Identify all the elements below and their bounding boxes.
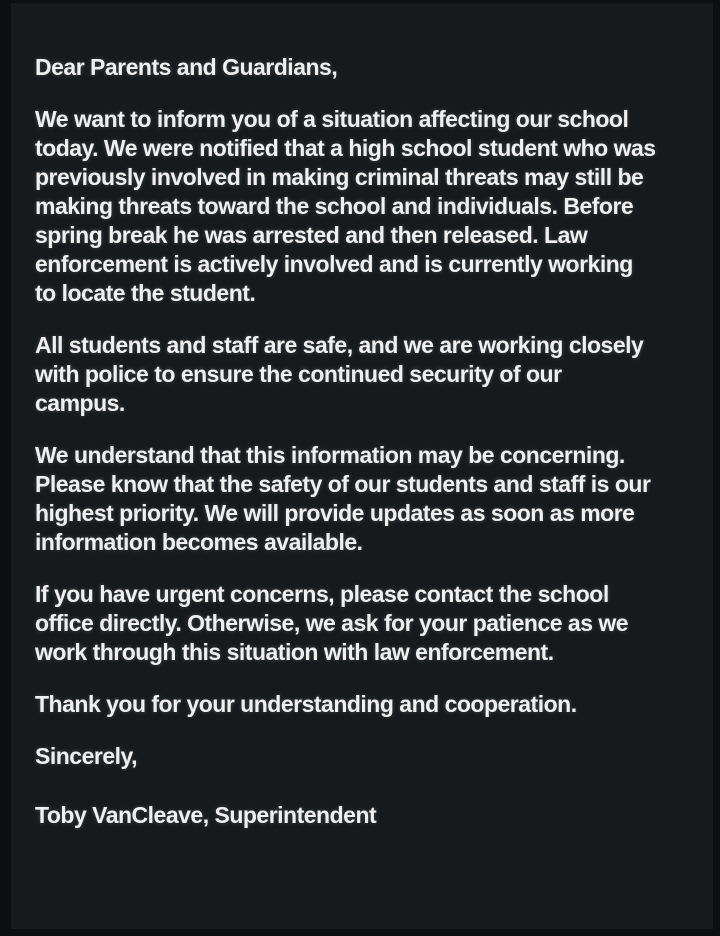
- paragraph-safety: [35, 331, 693, 418]
- letter-text-line: campus.: [35, 390, 125, 416]
- letter-text-line: highest priority. We will provide updates as soon as more: [35, 500, 635, 526]
- letter-text-line: today. We were notified that a high school student who was: [35, 135, 656, 161]
- letter-text-line: work through this situation with law enforcement.: [35, 639, 554, 665]
- letter-text-line: spring break he was arrested and then released. Law: [35, 222, 588, 248]
- letter-text-line: office directly. Otherwise, we ask for your patience as we: [35, 610, 629, 636]
- closing: Sincerely,: [35, 743, 137, 769]
- letter-text-line: information becomes available.: [35, 529, 363, 555]
- signature: Toby VanCleave, Superintendent: [35, 802, 377, 828]
- letter-content: [11, 3, 713, 830]
- letter-text-line: with police to ensure the continued security of our: [35, 361, 562, 387]
- letter-text-line: enforcement is actively involved and is currently working: [35, 251, 633, 277]
- paragraph-thanks: [35, 690, 693, 719]
- letter-text-line: Thank you for your understanding and cooperation.: [35, 691, 577, 717]
- letter-text-line: We want to inform you of a situation affecting our school: [35, 106, 629, 132]
- paragraph-situation: [35, 105, 693, 308]
- letter-text-line: If you have urgent concerns, please contact the school: [35, 581, 609, 607]
- letter-text-line: previously involved in making criminal threats may still be: [35, 164, 644, 190]
- salutation: Dear Parents and Guardians,: [35, 54, 338, 80]
- paragraph-updates: [35, 441, 693, 557]
- letter-text-line: We understand that this information may be concerning.: [35, 442, 625, 468]
- letter-text-line: to locate the student.: [35, 280, 256, 306]
- letter-text-line: Please know that the safety of our students and staff is our: [35, 471, 651, 497]
- letter-text-line: All students and staff are safe, and we are working closely: [35, 332, 644, 358]
- letter-page: [11, 3, 713, 929]
- letter-text-line: making threats toward the school and individuals. Before: [35, 193, 634, 219]
- paragraph-contact: [35, 580, 693, 667]
